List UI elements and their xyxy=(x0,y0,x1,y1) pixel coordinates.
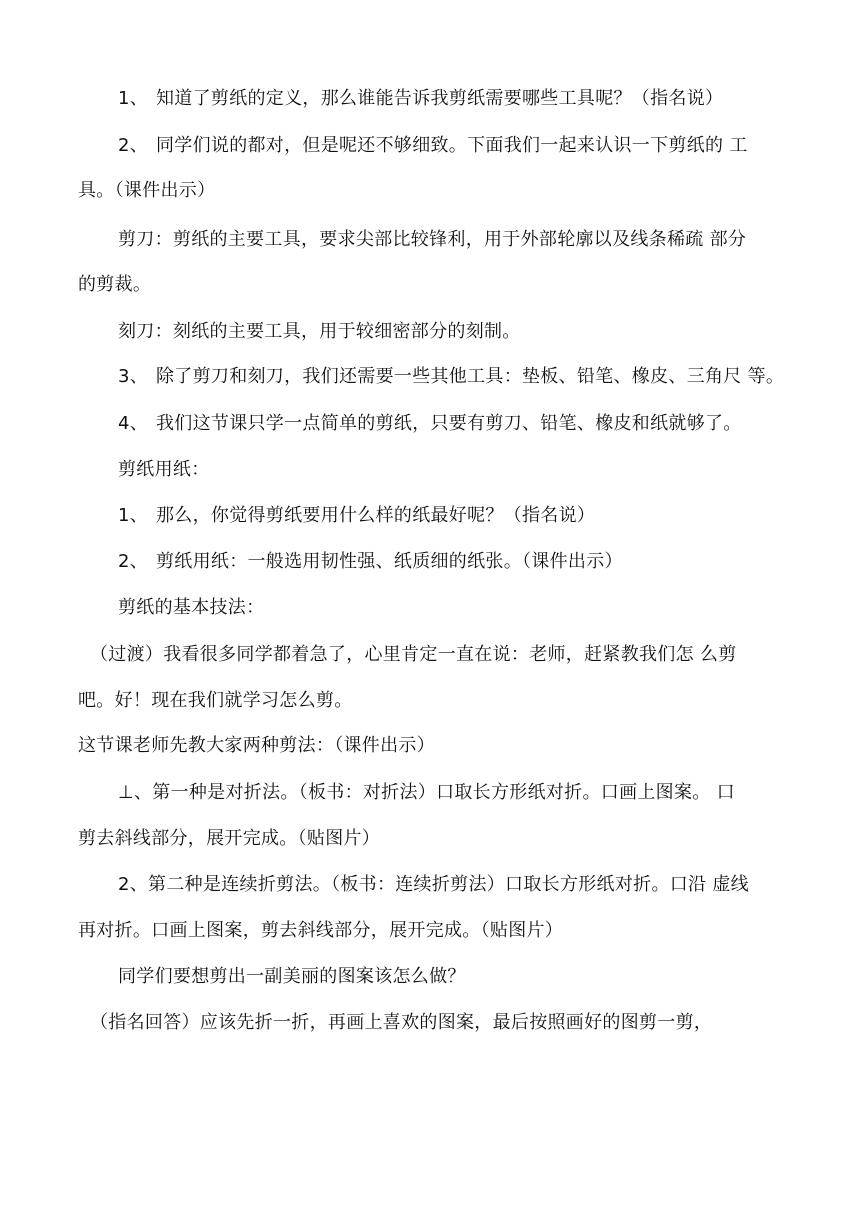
paragraph-line xyxy=(118,780,735,806)
line-text: 再对折。口画上图案，剪去斜线部分，展开完成。（贴图片） xyxy=(78,920,564,941)
line-text: 剪去斜线部分，展开完成。（贴图片） xyxy=(78,828,381,849)
item-number: 2、 xyxy=(118,135,149,156)
line-text: 剪纸的基本技法： xyxy=(118,597,265,618)
line-text: 2、第二种是连续折剪法。（板书：连续折剪法）口取长方形纸对折。口沿 虚线 xyxy=(118,874,749,895)
paragraph-line xyxy=(118,872,749,898)
item-number: 2、 xyxy=(118,551,149,572)
paragraph-line xyxy=(90,1010,712,1036)
item-number: 1、 xyxy=(118,88,149,109)
paragraph-line xyxy=(78,826,380,852)
line-text: ⊥、第一种是对折法。（板书：对折法）口取长方形纸对折。口画上图案。 口 xyxy=(118,782,735,803)
line-text: 具。（课件出示） xyxy=(78,180,216,201)
line-text: 知道了剪纸的定义，那么谁能告诉我剪纸需要哪些工具呢？（指名说） xyxy=(156,88,724,109)
paragraph-line xyxy=(118,227,746,253)
item-number: 3、 xyxy=(118,366,149,387)
line-text: 吧。好！现在我们就学习怎么剪。 xyxy=(78,690,353,711)
line-text: 同学们说的都对，但是呢还不够细致。下面我们一起来认识一下剪纸的 工 xyxy=(156,135,748,156)
line-text: 刻刀：刻纸的主要工具，用于较细密部分的刻制。 xyxy=(118,321,521,342)
section-heading xyxy=(118,457,210,483)
line-text: 剪纸用纸：一般选用韧性强、纸质细的纸张。（课件出示） xyxy=(156,551,623,572)
paragraph-line xyxy=(118,411,742,437)
paragraph-line xyxy=(118,549,623,575)
line-text: （指名回答）应该先折一折，再画上喜欢的图案，最后按照画好的图剪一剪， xyxy=(90,1012,713,1033)
line-text: 除了剪刀和刻刀，我们还需要一些其他工具：垫板、铅笔、橡皮、三角尺 等。 xyxy=(156,366,785,387)
line-text: 同学们要想剪出一副美丽的图案该怎么做？ xyxy=(118,966,466,987)
paragraph-line xyxy=(78,272,151,298)
line-text: 我们这节课只学一点简单的剪纸，只要有剪刀、铅笔、橡皮和纸就够了。 xyxy=(156,413,742,434)
paragraph-line xyxy=(78,178,215,204)
line-text: 这节课老师先教大家两种剪法：（课件出示） xyxy=(78,735,435,756)
line-text: 剪刀：剪纸的主要工具，要求尖部比较锋利，用于外部轮廓以及线条稀疏 部分 xyxy=(118,229,747,250)
line-text: 那么，你觉得剪纸要用什么样的纸最好呢？（指名说） xyxy=(156,505,596,526)
paragraph-line xyxy=(118,364,784,390)
paragraph-line xyxy=(78,733,435,759)
paragraph-line xyxy=(118,503,595,529)
paragraph-line xyxy=(118,319,521,345)
line-text: 剪纸用纸： xyxy=(118,459,210,480)
item-number: 4、 xyxy=(118,413,149,434)
line-text: 的剪裁。 xyxy=(78,274,152,295)
item-number: 1、 xyxy=(118,505,149,526)
paragraph-line xyxy=(78,918,563,944)
paragraph-line xyxy=(90,642,737,668)
paragraph-line xyxy=(78,688,353,714)
paragraph-line xyxy=(118,964,466,990)
section-heading xyxy=(118,595,264,621)
paragraph-line xyxy=(118,86,723,112)
paragraph-line xyxy=(118,133,748,159)
line-text: （过渡）我看很多同学都着急了，心里肯定一直在说：老师，赶紧教我们怎 么剪 xyxy=(90,644,737,665)
